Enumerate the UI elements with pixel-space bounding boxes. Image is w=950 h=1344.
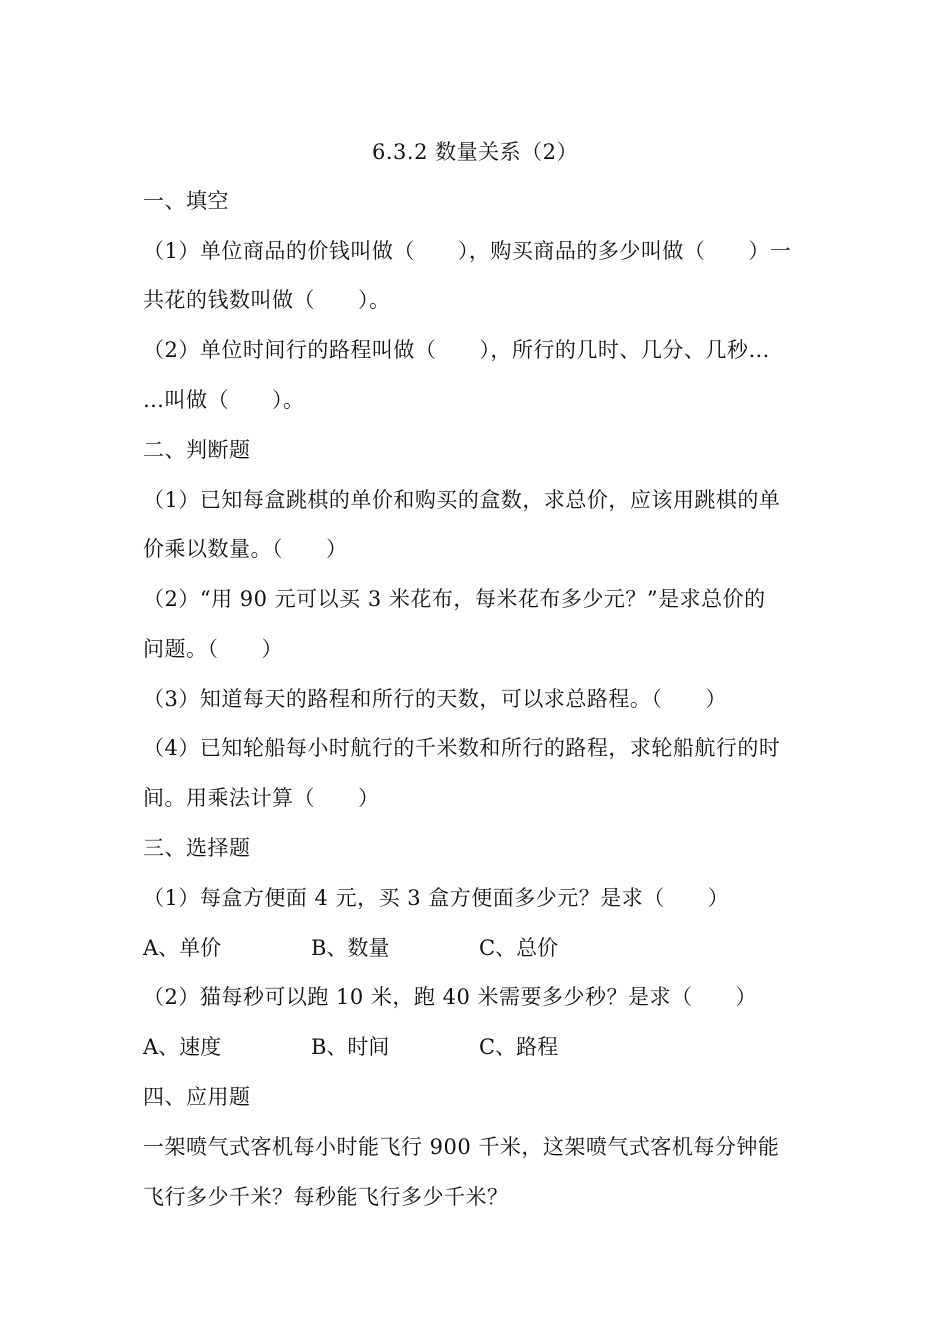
true-false-q1-line1: （1）已知每盒跳棋的单价和购买的盒数，求总价，应该用跳棋的单 <box>143 488 781 512</box>
true-false-q2-line1: （2）“用 90 元可以买 3 米花布，每米花布多少元？”是求总价的 <box>143 587 766 611</box>
fill-blank-q2-line2: …叫做（ ）。 <box>143 388 305 412</box>
choice-q1: （1）每盒方便面 4 元，买 3 盒方便面多少元？是求（ ） <box>143 886 730 910</box>
fill-blank-q1-line2: 共花的钱数叫做（ ）。 <box>143 288 391 312</box>
true-false-q4-line1: （4）已知轮船每小时航行的千米数和所行的路程，求轮船航行的时 <box>143 736 781 760</box>
choice-q1-option-c: C、总价 <box>479 936 559 960</box>
word-problem-line1: 一架喷气式客机每小时能飞行 900 千米，这架喷气式客机每分钟能 <box>143 1135 780 1159</box>
section-heading-word-problem: 四、应用题 <box>143 1085 251 1109</box>
page-title: 6.3.2 数量关系（2） <box>372 140 578 164</box>
choice-q1-option-a: A、单价 <box>143 936 222 960</box>
fill-blank-q2-line1: （2）单位时间行的路程叫做（ ），所行的几时、几分、几秒… <box>143 338 770 362</box>
true-false-q4-line2: 间。用乘法计算（ ） <box>143 786 380 810</box>
word-problem-line2: 飞行多少千米？每秒能飞行多少千米？ <box>143 1185 509 1209</box>
section-heading-multiple-choice: 三、选择题 <box>143 836 251 860</box>
section-heading-fill-blank: 一、填空 <box>143 189 229 213</box>
fill-blank-q1-line1: （1）单位商品的价钱叫做（ ），购买商品的多少叫做（ ）一 <box>143 239 792 263</box>
section-heading-true-false: 二、判断题 <box>143 438 251 462</box>
true-false-q2-line2: 问题。（ ） <box>143 637 283 661</box>
choice-q2-option-a: A、速度 <box>143 1035 222 1059</box>
true-false-q3-line1: （3）知道每天的路程和所行的天数，可以求总路程。（ ） <box>143 687 727 711</box>
true-false-q1-line2: 价乘以数量。（ ） <box>143 537 348 561</box>
choice-q2-option-b: B、时间 <box>311 1035 390 1059</box>
choice-q2-option-c: C、路程 <box>479 1035 559 1059</box>
choice-q1-option-b: B、数量 <box>311 936 390 960</box>
choice-q2: （2）猫每秒可以跑 10 米，跑 40 米需要多少秒？是求（ ） <box>143 985 758 1009</box>
